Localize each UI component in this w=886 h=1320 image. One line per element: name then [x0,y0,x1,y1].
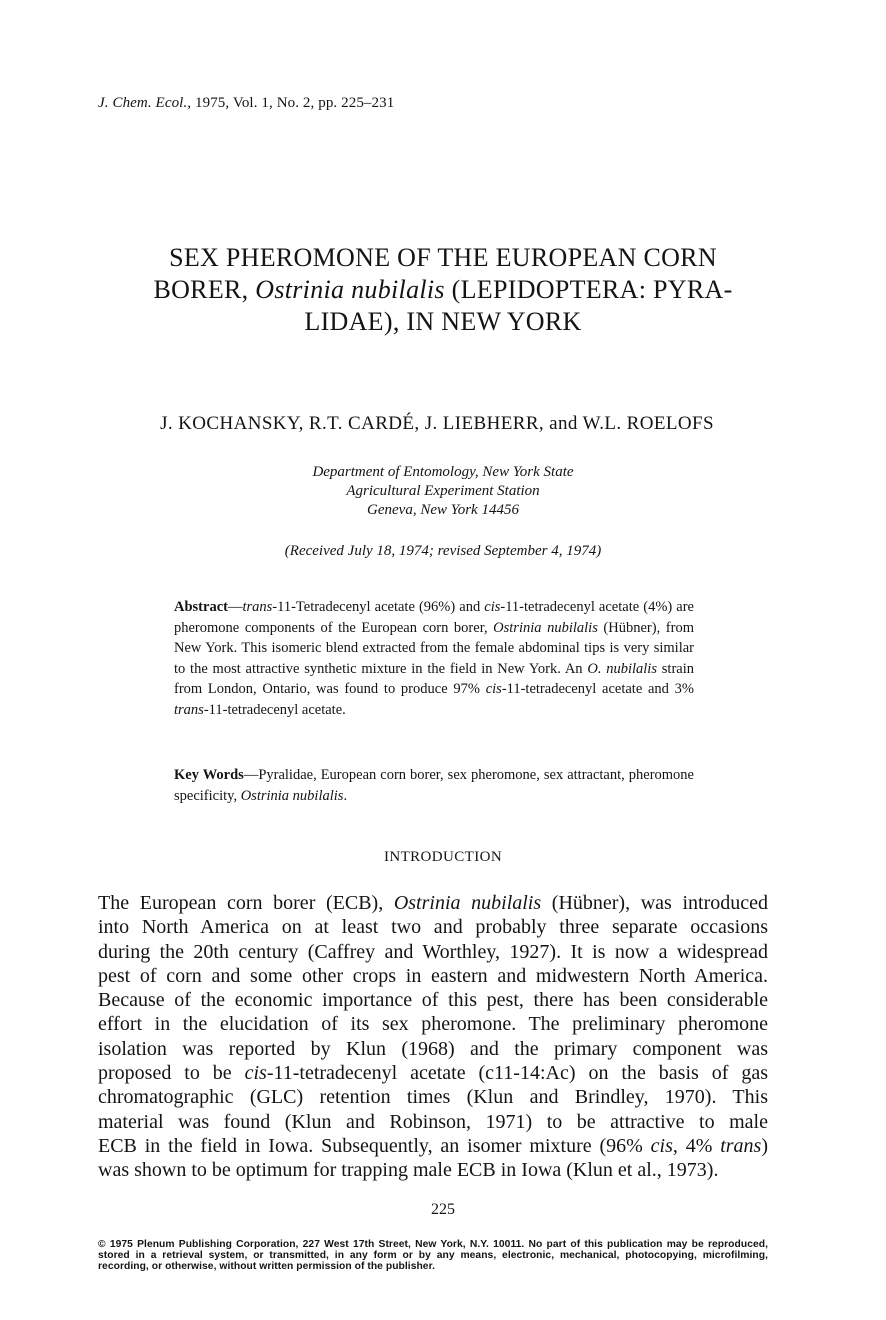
abstract-run: strain from London, Ontario, was found to produce 97% [174,660,694,697]
abstract-run: trans [242,599,273,615]
introduction-line [98,988,768,1012]
introduction-line [98,940,768,964]
introduction-line [98,1134,768,1158]
abstract-run: -11-Tetradecenyl acetate (96%) and [272,599,485,615]
journal-citation [98,95,394,112]
introduction-line [98,964,768,988]
title-line-1: SEX PHEROMONE OF THE EUROPEAN CORN [169,243,717,272]
introduction-line [98,1037,768,1061]
abstract-body [174,599,694,718]
introduction-run: , 4% [672,1134,721,1157]
abstract-run: O. nubilalis [587,660,657,677]
introduction-line [98,1061,768,1085]
introduction-run: into North America on at least two and probably three separate occasions [98,916,768,939]
introduction-line [98,1110,768,1134]
abstract-run: Ostrinia nubilalis [493,619,598,636]
key-words-dash: — [243,767,259,783]
introduction-line [98,1085,768,1109]
affiliation [200,463,686,520]
introduction-line [98,1012,768,1036]
introduction-run: -11-tetradecenyl acetate (c11-14:Ac) on the basis of gas [266,1062,768,1085]
introduction-run: (Hübner), was introduced [541,892,768,914]
title-line-2 [100,274,786,306]
citation-details: , 1975, Vol. 1, No. 2, pp. 225–231 [187,95,395,111]
abstract-run: trans [174,701,204,718]
introduction-run: ) [761,1134,768,1157]
abstract-run: cis [485,681,502,697]
key-words-end: . [343,787,348,804]
abstract-label: Abstract [174,599,228,615]
affiliation-line-3: Geneva, New York 14456 [367,502,519,518]
title-species: Ostrinia nubilalis [255,275,445,304]
title-line-2-prefix: BORER, [153,275,256,304]
page-number: 225 [431,1201,455,1218]
introduction-run: proposed to be [98,1062,245,1085]
abstract-dash: — [227,599,243,615]
introduction-line [98,915,768,939]
abstract-run: -11-tetradecenyl acetate and 3% [501,681,694,697]
key-words [174,765,694,806]
introduction-run: cis [244,1062,267,1085]
section-heading-introduction: INTRODUCTION [383,849,503,865]
introduction-line [98,891,768,915]
introduction-run: ECB in the field in Iowa. Subsequently, an isomer mixture (96% [98,1134,651,1157]
abstract-run: -11-tetradecenyl acetate (4%) are pheromone components of the European corn borer, [174,599,694,636]
affiliation-line-2: Agricultural Experiment Station [346,483,540,499]
introduction-run: pest of corn and some other crops in eastern and midwestern North America. [98,964,768,987]
received-dates: (Received July 18, 1974; revised September 4, 1974) [284,543,602,559]
introduction-run: The European corn borer (ECB), [98,892,394,914]
author-list: J. KOCHANSKY, R.T. CARDÉ, J. LIEBHERR, and W.L. ROELOFS [160,413,714,434]
introduction-body [98,891,768,1183]
introduction-run: cis [650,1134,673,1157]
abstract [174,597,694,720]
copyright-notice: © 1975 Plenum Publishing Corporation, 227 West 17th Street, New York, N.Y. 10011. No part of this publication may be reproduced, stored in a retrieval system, or transmitted, in any form or by any means, electronic, mechanical, photocopying, microfilming, recording, or otherwise, without written permission of the publisher. [98,1239,768,1272]
abstract-run: (Hübner), from New York. This isomeric blend extracted from the female abdominal tips is very similar to the most attractive synthetic mixture in the field in New York. An [174,619,694,677]
title-line-2-suffix: (LEPIDOPTERA: PYRA- [444,275,733,304]
introduction-run: during the 20th century (Caffrey and Worthley, 1927). It is now a widespread [98,940,768,963]
key-words-text: Pyralidae, European corn borer, sex pheromone, sex attractant, pheromone specificity, [174,767,694,804]
abstract-run: -11-tetradecenyl acetate. [203,701,346,718]
key-words-species: Ostrinia nubilalis [240,787,344,804]
introduction-run: effort in the elucidation of its sex pheromone. The preliminary pheromone [98,1013,768,1036]
introduction-run: trans [720,1134,762,1157]
introduction-run: chromatographic (GLC) retention times (Klun and Brindley, 1970). This [98,1086,768,1109]
introduction-run: was shown to be optimum for trapping male ECB in Iowa (Klun et al., 1973). [98,1159,719,1182]
introduction-run: material was found (Klun and Robinson, 1971) to be attractive to male [98,1110,768,1133]
abstract-run: cis [484,599,501,615]
introduction-line [98,1158,768,1182]
affiliation-line-1: Department of Entomology, New York State [312,464,574,480]
article-title [100,242,786,338]
journal-name: J. Chem. Ecol. [98,95,188,111]
key-words-label: Key Words [174,767,244,783]
title-line-3: LIDAE), IN NEW YORK [304,307,582,336]
introduction-run: Because of the economic importance of this pest, there has been considerable [98,989,768,1012]
introduction-run: isolation was reported by Klun (1968) and the primary component was [98,1037,768,1060]
introduction-run: Ostrinia nubilalis [393,892,542,914]
